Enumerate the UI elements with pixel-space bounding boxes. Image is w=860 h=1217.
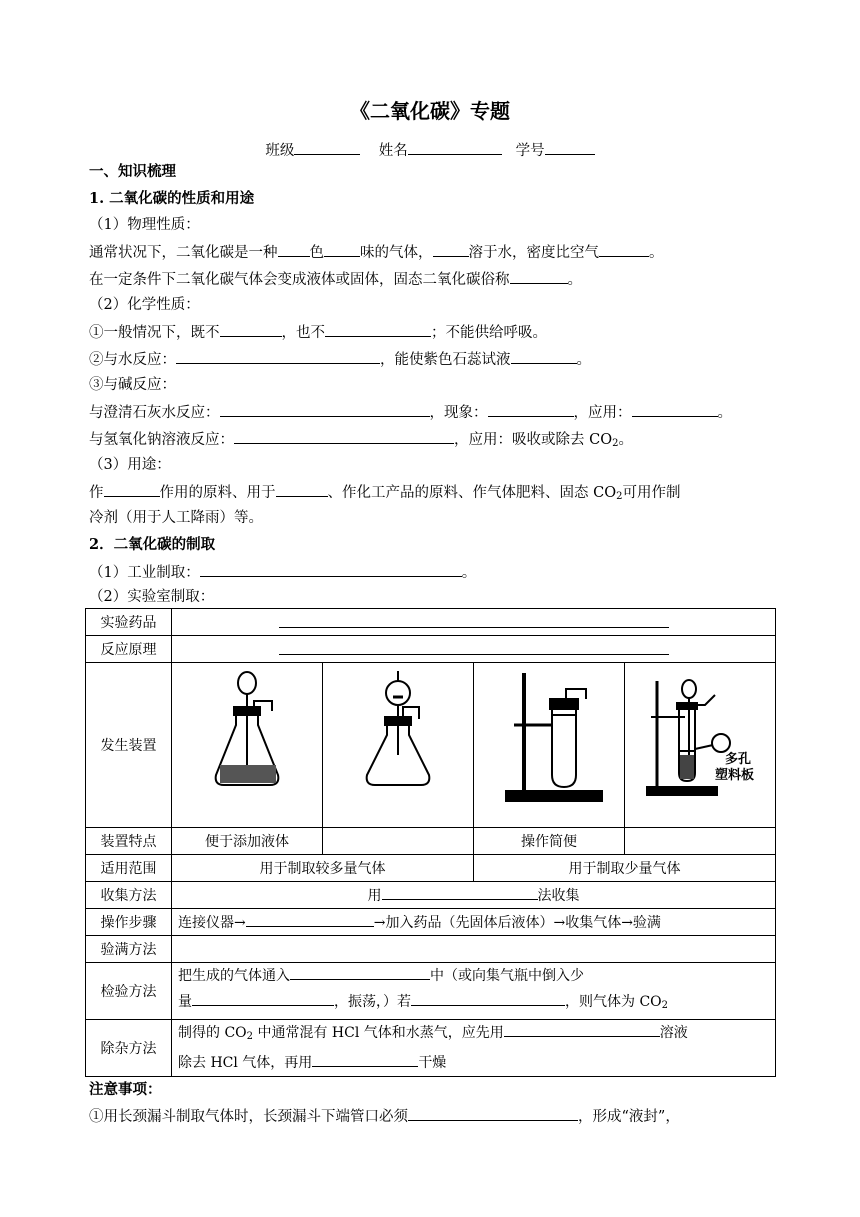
purify-blank-2[interactable] <box>312 1052 418 1067</box>
porous-plate-stand-diagram <box>625 663 775 827</box>
table-row <box>86 609 776 636</box>
purify-cell: 制得的 $CO_2$ 中通常混有 HCl 气体和水蒸气，应先用 溶液 除去 HCl 气体，再用 干燥 <box>172 1020 776 1077</box>
feature-cell-2 <box>323 828 474 855</box>
chemical-properties-label: （2）化学性质： <box>89 297 200 313</box>
water-reaction-blank[interactable] <box>176 349 380 364</box>
porous-label-2: 塑料板 <box>715 767 755 782</box>
limewater-blank[interactable] <box>220 402 430 417</box>
steps-cell: 连接仪器→ →加入药品（先固体后液体）→收集气体→验满 <box>172 909 776 936</box>
test-tube-stand-diagram <box>474 663 624 827</box>
test-cell: 把生成的气体通入 中（或向集气瓶中倒入少 量 ，振荡，）若 ，则气体为 $CO_2$ <box>172 963 776 1020</box>
collect-cell: 用 法收集 <box>172 882 776 909</box>
principle-blank[interactable] <box>279 640 669 655</box>
apparatus-cell-4 <box>625 663 776 828</box>
physical-line-2: 在一定条件下二氧化碳气体会变成液体或固体，固态二氧化碳俗称 。 <box>89 269 582 290</box>
purify-blank-1[interactable] <box>504 1022 660 1037</box>
table-row <box>86 636 776 663</box>
row-label-test: 检验方法 <box>86 963 172 1020</box>
separatory-funnel-flask-diagram <box>323 663 473 827</box>
number-blank[interactable] <box>545 140 595 155</box>
chem-line-4: 与澄清石灰水反应： ，现象： ，应用： 。 <box>89 402 732 423</box>
full-cell[interactable] <box>172 936 776 963</box>
smell-blank[interactable] <box>324 242 360 257</box>
chem-line-3: ③与碱反应： <box>89 377 176 393</box>
row-label-steps: 操作步骤 <box>86 909 172 936</box>
apparatus-cell-3 <box>474 663 625 828</box>
liquid-seal-blank[interactable] <box>408 1106 578 1121</box>
lab-table <box>85 608 776 1077</box>
porous-label-1: 多孔 <box>725 751 752 766</box>
subsection-heading-preparation: 2．二氧化碳的制取 <box>89 536 216 553</box>
naoh-blank[interactable] <box>234 429 454 444</box>
chem-line-5: 与氢氧化钠溶液反应： ，应用：吸收或除去 $CO_2$。 <box>89 429 633 454</box>
page-title: 《二氧化碳》专题 <box>350 99 510 123</box>
principle-cell <box>172 636 776 663</box>
physical-line-1: 通常状况下，二氧化碳是一种 色 味的气体， 溶于水，密度比空气 。 <box>89 242 664 263</box>
drugs-blank[interactable] <box>279 613 669 628</box>
row-label-purify: 除杂方法 <box>86 1020 172 1077</box>
row-label-full: 验满方法 <box>86 936 172 963</box>
collect-blank[interactable] <box>382 885 538 900</box>
apparatus-cell-1 <box>172 663 323 828</box>
litmus-blank[interactable] <box>511 349 577 364</box>
test-blank-2[interactable] <box>192 991 334 1006</box>
table-row <box>86 909 776 936</box>
class-blank[interactable] <box>294 140 360 155</box>
scope-cell-1: 用于制取较多量气体 <box>172 855 474 882</box>
use-line-2: 冷剂（用于人工降雨）等。 <box>89 510 263 526</box>
name-label: 姓名 <box>378 143 408 159</box>
table-row <box>86 963 776 1020</box>
test-blank-3[interactable] <box>411 991 565 1006</box>
table-row <box>86 828 776 855</box>
subsection-heading-properties: 1. 二氧化碳的性质和用途 <box>89 190 255 207</box>
row-label-apparatus: 发生装置 <box>86 663 172 828</box>
table-row <box>86 1020 776 1077</box>
row-label-collect: 收集方法 <box>86 882 172 909</box>
solubility-blank[interactable] <box>433 242 469 257</box>
feature-cell-1: 便于添加液体 <box>172 828 323 855</box>
usage-blank[interactable] <box>276 482 328 497</box>
table-row <box>86 936 776 963</box>
chem-line-2: ②与水反应： ，能使紫色石蕊试液 。 <box>89 349 591 370</box>
table-row <box>86 882 776 909</box>
density-blank[interactable] <box>599 242 649 257</box>
apparatus-cell-2 <box>323 663 474 828</box>
lab-prep-label: （2）实验室制取： <box>89 589 215 605</box>
industry-blank[interactable] <box>200 562 462 577</box>
notes-line-1: ①用长颈漏斗制取气体时，长颈漏斗下端管口必须 ，形成“液封”， <box>89 1106 680 1127</box>
phenomenon-blank[interactable] <box>488 402 574 417</box>
physical-properties-label: （1）物理性质： <box>89 217 200 233</box>
row-label-scope: 适用范围 <box>86 855 172 882</box>
row-label-principle: 反应原理 <box>86 636 172 663</box>
support-blank[interactable] <box>325 322 431 337</box>
test-blank-1[interactable] <box>290 965 430 980</box>
use-line-1: 作 作用的原料、用于 、作化工产品的原料、作气体肥料、固态 $CO_2$可用作制 <box>89 482 680 507</box>
feature-cell-3: 操作简便 <box>474 828 625 855</box>
raw-material-blank[interactable] <box>104 482 160 497</box>
color-blank[interactable] <box>278 242 310 257</box>
notes-heading: 注意事项： <box>89 1081 162 1098</box>
table-row <box>86 855 776 882</box>
drugs-cell <box>172 609 776 636</box>
table-row <box>86 663 776 828</box>
scope-cell-2: 用于制取少量气体 <box>474 855 776 882</box>
row-label-features: 装置特点 <box>86 828 172 855</box>
row-label-drugs: 实验药品 <box>86 609 172 636</box>
student-info <box>0 139 860 160</box>
dry-ice-blank[interactable] <box>510 269 568 284</box>
uses-label: （3）用途： <box>89 457 171 473</box>
name-blank[interactable] <box>408 140 502 155</box>
long-neck-funnel-flask-diagram <box>172 663 322 827</box>
steps-blank[interactable] <box>246 912 374 927</box>
number-label: 学号 <box>515 143 545 159</box>
feature-cell-4 <box>625 828 776 855</box>
application-blank[interactable] <box>632 402 718 417</box>
industry-line: （1）工业制取： 。 <box>89 562 476 583</box>
burn-blank[interactable] <box>220 322 282 337</box>
class-label: 班级 <box>265 143 295 159</box>
chem-line-1: ①一般情况下，既不 ，也不 ；不能供给呼吸。 <box>89 322 547 343</box>
section-heading: 一、知识梳理 <box>89 163 176 180</box>
